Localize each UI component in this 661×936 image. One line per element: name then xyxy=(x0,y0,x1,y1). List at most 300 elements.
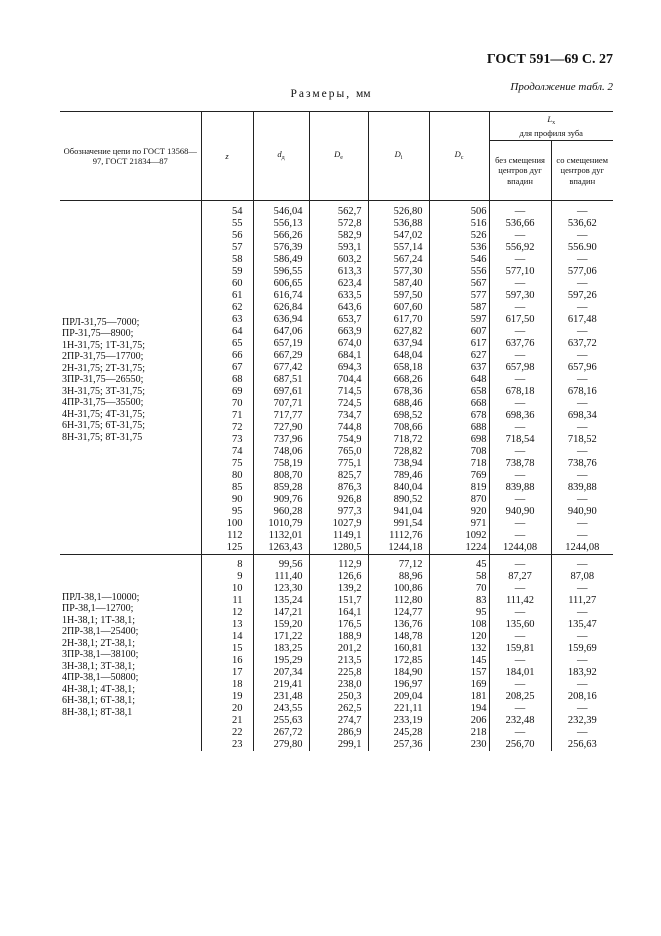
cell-de: 582,9 xyxy=(309,230,368,242)
cell-de: 572,8 xyxy=(309,218,368,230)
cell-de: 704,4 xyxy=(309,374,368,386)
cell-l1: 87,27 xyxy=(489,571,551,583)
l2-header-text: со смещением центров дуг впадин xyxy=(556,155,609,186)
cell-dc: 637 xyxy=(429,362,489,374)
cell-di: 991,54 xyxy=(368,518,429,530)
cell-l1: 718,54 xyxy=(489,434,551,446)
cell-di: 708,66 xyxy=(368,422,429,434)
cell-de: 694,3 xyxy=(309,362,368,374)
cell-di: 88,96 xyxy=(368,571,429,583)
cell-dc: 70 xyxy=(429,583,489,595)
cell-di: 607,60 xyxy=(368,302,429,314)
cell-l2: 718,52 xyxy=(567,434,597,445)
cell-dc: 206 xyxy=(429,715,489,727)
cell-z: 21 xyxy=(201,715,253,727)
cell-z: 70 xyxy=(201,398,253,410)
cell-z: 112 xyxy=(201,530,253,542)
cell-dc: 698 xyxy=(429,434,489,446)
cell-dd: 111,40 xyxy=(253,571,309,583)
cell-l1: 135,60 xyxy=(489,619,551,631)
cell-dd: 279,80 xyxy=(253,739,309,751)
cell-l2: — xyxy=(577,326,588,337)
chain-designation-line: 4Н-38,1; 4Т-38,1; xyxy=(62,683,136,695)
cell-de: 744,8 xyxy=(309,422,368,434)
cell-dc: 688 xyxy=(429,422,489,434)
cell-de: 213,5 xyxy=(309,655,368,667)
cell-l1: — xyxy=(489,326,551,338)
chain-designation-line: 2ПР-38,1—25400; xyxy=(62,626,139,638)
cell-l2: 637,72 xyxy=(567,338,597,349)
cell-z: 22 xyxy=(201,727,253,739)
chain-designation-line: 3ПР-31,75—26550; xyxy=(62,374,144,386)
cell-de: 623,4 xyxy=(309,278,368,290)
cell-de: 286,9 xyxy=(309,727,368,739)
cell-dd: 231,48 xyxy=(253,691,309,703)
lx-header-text: L xyxy=(547,114,553,125)
cell-di: 941,04 xyxy=(368,506,429,518)
cell-de: 176,5 xyxy=(309,619,368,631)
cell-di: 196,97 xyxy=(368,679,429,691)
cell-di: 124,77 xyxy=(368,607,429,619)
chain-designation-cell xyxy=(60,201,201,555)
cell-di: 233,19 xyxy=(368,715,429,727)
cell-z: 19 xyxy=(201,691,253,703)
cell-dc: 556 xyxy=(429,266,489,278)
cell-l2: — xyxy=(577,278,588,289)
cell-dc: 526 xyxy=(429,230,489,242)
cell-z: 90 xyxy=(201,494,253,506)
cell-dc: 45 xyxy=(429,555,489,572)
designation-header-text: Обозначение цепи по ГОСТ 13568—97, ГОСТ 21834—87 xyxy=(63,145,197,166)
cell-z: 23 xyxy=(201,739,253,751)
chain-designation-line: 4Н-31,75; 4Т-31,75; xyxy=(62,408,146,420)
cell-l2: 135,47 xyxy=(567,619,597,630)
cell-di: 112,80 xyxy=(368,595,429,607)
cell-l1: — xyxy=(489,555,551,572)
cell-de: 714,5 xyxy=(309,386,368,398)
cell-dd: 183,25 xyxy=(253,643,309,655)
cell-dc: 1092 xyxy=(429,530,489,542)
cell-l2: 597,26 xyxy=(567,290,597,301)
cell-de: 977,3 xyxy=(309,506,368,518)
chain-designation-line: 2ПР-31,75—17700; xyxy=(62,351,144,363)
cell-dd: 616,74 xyxy=(253,290,309,302)
cell-de: 139,2 xyxy=(309,583,368,595)
cell-dd: 267,72 xyxy=(253,727,309,739)
cell-z: 67 xyxy=(201,362,253,374)
cell-dd: 556,13 xyxy=(253,218,309,230)
cell-dd: 255,63 xyxy=(253,715,309,727)
cell-di: 526,80 xyxy=(368,201,429,219)
de-header xyxy=(309,112,368,201)
cell-dc: 1224 xyxy=(429,542,489,555)
cell-dc: 870 xyxy=(429,494,489,506)
chain-designation-line: 3Н-38,1; 3Т-38,1; xyxy=(62,660,136,672)
cell-z: 85 xyxy=(201,482,253,494)
cell-di: 617,70 xyxy=(368,314,429,326)
l1-header-text: без смещения центров дуг впадин xyxy=(495,155,545,186)
cell-l2: — xyxy=(577,398,588,409)
cell-dc: 920 xyxy=(429,506,489,518)
cell-dc: 971 xyxy=(429,518,489,530)
page-header: ГОСТ 591—69 С. 27 xyxy=(486,52,613,67)
z-header-text: z xyxy=(225,150,229,161)
cell-dd: 243,55 xyxy=(253,703,309,715)
cell-l1: — xyxy=(489,727,551,739)
cell-l2: — xyxy=(577,518,588,529)
cell-l1: 698,36 xyxy=(489,410,551,422)
cell-de: 775,1 xyxy=(309,458,368,470)
cell-l2: 536,62 xyxy=(567,218,597,229)
sprocket-dimensions-table xyxy=(60,111,613,751)
cell-di: 209,04 xyxy=(368,691,429,703)
cell-dd: 1010,79 xyxy=(253,518,309,530)
cell-l2: 1244,08 xyxy=(565,542,600,553)
cell-z: 15 xyxy=(201,643,253,655)
cell-de: 201,2 xyxy=(309,643,368,655)
dc-header xyxy=(429,112,489,201)
chain-designation-line: 6Н-31,75; 6Т-31,75; xyxy=(62,420,146,432)
dd-header-text: d xyxy=(277,149,282,160)
cell-l1: 1244,08 xyxy=(489,542,551,555)
cell-l2: — xyxy=(577,422,588,433)
cell-dc: 536 xyxy=(429,242,489,254)
cell-dd: 566,26 xyxy=(253,230,309,242)
cell-z: 13 xyxy=(201,619,253,631)
cell-dc: 718 xyxy=(429,458,489,470)
cell-dc: 607 xyxy=(429,326,489,338)
cell-dd: 546,04 xyxy=(253,201,309,219)
cell-l1: — xyxy=(489,470,551,482)
cell-l2: — xyxy=(577,446,588,457)
cell-dd: 717,77 xyxy=(253,410,309,422)
cell-dc: 658 xyxy=(429,386,489,398)
cell-de: 126,6 xyxy=(309,571,368,583)
cell-l2: 577,06 xyxy=(567,266,597,277)
cell-l1: 597,30 xyxy=(489,290,551,302)
cell-z: 54 xyxy=(201,201,253,219)
chain-designation-line: ПР-38,1—12700; xyxy=(62,603,134,615)
cell-de: 653,7 xyxy=(309,314,368,326)
cell-di: 77,12 xyxy=(368,555,429,572)
cell-di: 184,90 xyxy=(368,667,429,679)
cell-dd: 606,65 xyxy=(253,278,309,290)
cell-z: 65 xyxy=(201,338,253,350)
cell-z: 69 xyxy=(201,386,253,398)
cell-l2: 556.90 xyxy=(567,242,597,253)
dd-header xyxy=(253,112,309,201)
cell-l2: — xyxy=(577,230,588,241)
cell-l2: 617,48 xyxy=(567,314,597,325)
cell-de: 684,1 xyxy=(309,350,368,362)
cell-di: 738,94 xyxy=(368,458,429,470)
cell-l1: — xyxy=(489,494,551,506)
cell-dd: 207,34 xyxy=(253,667,309,679)
cell-de: 825,7 xyxy=(309,470,368,482)
cell-l1: 738,78 xyxy=(489,458,551,470)
cell-l2: 256,63 xyxy=(567,739,597,750)
cell-dd: 859,28 xyxy=(253,482,309,494)
cell-di: 136,76 xyxy=(368,619,429,631)
cell-l1: 208,25 xyxy=(489,691,551,703)
cell-dd: 960,28 xyxy=(253,506,309,518)
cell-l2: — xyxy=(577,703,588,714)
cell-dd: 737,96 xyxy=(253,434,309,446)
lx-group-label: для профиля зуба xyxy=(519,127,583,138)
cell-di: 221,11 xyxy=(368,703,429,715)
cell-dd: 159,20 xyxy=(253,619,309,631)
designation-header xyxy=(60,112,201,201)
chain-designation-cell xyxy=(60,555,201,752)
l1-header xyxy=(489,141,551,201)
cell-dc: 708 xyxy=(429,446,489,458)
l2-header xyxy=(551,141,613,201)
cell-dc: 157 xyxy=(429,667,489,679)
cell-dc: 648 xyxy=(429,374,489,386)
cell-z: 58 xyxy=(201,254,253,266)
di-header-sub: i xyxy=(400,155,403,162)
cell-di: 637,94 xyxy=(368,338,429,350)
cell-dd: 123,30 xyxy=(253,583,309,595)
cell-dd: 99,56 xyxy=(253,555,309,572)
cell-di: 100,86 xyxy=(368,583,429,595)
cell-l2: 678,16 xyxy=(567,386,597,397)
cell-l2: — xyxy=(551,555,613,572)
de-header-text: D xyxy=(334,149,341,160)
cell-dc: 567 xyxy=(429,278,489,290)
cell-l1: 256,70 xyxy=(489,739,551,751)
cell-z: 16 xyxy=(201,655,253,667)
cell-dc: 516 xyxy=(429,218,489,230)
cell-dd: 596,55 xyxy=(253,266,309,278)
cell-z: 80 xyxy=(201,470,253,482)
cell-z: 71 xyxy=(201,410,253,422)
cell-l1: 232,48 xyxy=(489,715,551,727)
cell-l2: 657,96 xyxy=(567,362,597,373)
cell-l2: — xyxy=(577,727,588,738)
cell-z: 68 xyxy=(201,374,253,386)
cell-dc: 577 xyxy=(429,290,489,302)
table-row xyxy=(60,201,613,219)
cell-di: 668,26 xyxy=(368,374,429,386)
cell-l2: 232,39 xyxy=(567,715,597,726)
cell-dd: 687,51 xyxy=(253,374,309,386)
cell-l1: — xyxy=(489,201,551,219)
cell-de: 593,1 xyxy=(309,242,368,254)
cell-de: 188,9 xyxy=(309,631,368,643)
dimensions-caption xyxy=(0,88,661,100)
cell-dd: 636,94 xyxy=(253,314,309,326)
cell-de: 299,1 xyxy=(309,739,368,751)
cell-di: 890,52 xyxy=(368,494,429,506)
cell-di: 547,02 xyxy=(368,230,429,242)
cell-di: 789,46 xyxy=(368,470,429,482)
cell-z: 9 xyxy=(201,571,253,583)
dc-header-sub: c xyxy=(460,155,464,162)
cell-z: 8 xyxy=(201,555,253,572)
cell-l1: 184,01 xyxy=(489,667,551,679)
cell-l2: 159,69 xyxy=(567,643,597,654)
cell-z: 17 xyxy=(201,667,253,679)
cell-l1: 556,92 xyxy=(489,242,551,254)
cell-de: 225,8 xyxy=(309,667,368,679)
cell-de: 562,7 xyxy=(309,201,368,219)
cell-di: 840,04 xyxy=(368,482,429,494)
cell-di: 536,88 xyxy=(368,218,429,230)
cell-di: 160,81 xyxy=(368,643,429,655)
chain-designation-line: ПР-31,75—8900; xyxy=(62,328,134,340)
cell-l2: 183,92 xyxy=(567,667,597,678)
cell-dd: 909,76 xyxy=(253,494,309,506)
cell-l1: 111,42 xyxy=(489,595,551,607)
cell-de: 876,3 xyxy=(309,482,368,494)
caption-label: Размеры, xyxy=(290,88,352,100)
cell-dc: 58 xyxy=(429,571,489,583)
cell-de: 112,9 xyxy=(309,555,368,572)
cell-l1: — xyxy=(489,518,551,530)
cell-l1: — xyxy=(489,374,551,386)
cell-de: 674,0 xyxy=(309,338,368,350)
cell-l1: — xyxy=(489,230,551,242)
cell-z: 63 xyxy=(201,314,253,326)
cell-di: 567,24 xyxy=(368,254,429,266)
chain-designation-line: 3ПР-38,1—38100; xyxy=(62,649,139,661)
cell-l2: 738,76 xyxy=(567,458,597,469)
cell-l2: 839,88 xyxy=(567,482,597,493)
cell-l2: 698,34 xyxy=(567,410,597,421)
cell-l2: — xyxy=(577,302,588,313)
dd-header-sub: д xyxy=(281,155,285,162)
cell-l2: 208,16 xyxy=(567,691,597,702)
cell-dd: 147,21 xyxy=(253,607,309,619)
cell-z: 11 xyxy=(201,595,253,607)
cell-di: 148,78 xyxy=(368,631,429,643)
cell-l1: 839,88 xyxy=(489,482,551,494)
cell-l2: — xyxy=(577,607,588,618)
cell-de: 603,2 xyxy=(309,254,368,266)
cell-l1: 577,10 xyxy=(489,266,551,278)
cell-z: 10 xyxy=(201,583,253,595)
cell-dd: 135,24 xyxy=(253,595,309,607)
cell-di: 688,46 xyxy=(368,398,429,410)
cell-l2: — xyxy=(577,470,588,481)
cell-l1: — xyxy=(489,655,551,667)
cell-di: 557,14 xyxy=(368,242,429,254)
cell-dd: 727,90 xyxy=(253,422,309,434)
cell-de: 1280,5 xyxy=(309,542,368,555)
cell-z: 20 xyxy=(201,703,253,715)
cell-de: 724,5 xyxy=(309,398,368,410)
chain-designation-line: 8Н-38,1; 8Т-38,1 xyxy=(62,706,133,718)
cell-dc: 194 xyxy=(429,703,489,715)
cell-di: 172,85 xyxy=(368,655,429,667)
chain-designation-line: 1Н-31,75; 1Т-31,75; xyxy=(62,339,146,351)
cell-l1: — xyxy=(489,278,551,290)
cell-dd: 667,29 xyxy=(253,350,309,362)
cell-di: 728,82 xyxy=(368,446,429,458)
table-continuation-note: Продолжение табл. 2 xyxy=(510,81,613,93)
cell-l1: — xyxy=(489,350,551,362)
cell-l1: 940,90 xyxy=(489,506,551,518)
cell-l2: — xyxy=(577,655,588,666)
cell-l2: — xyxy=(577,206,588,217)
cell-dc: 95 xyxy=(429,607,489,619)
cell-dc: 769 xyxy=(429,470,489,482)
cell-l1: — xyxy=(489,703,551,715)
cell-l1: 678,18 xyxy=(489,386,551,398)
cell-z: 75 xyxy=(201,458,253,470)
cell-dc: 181 xyxy=(429,691,489,703)
cell-dc: 145 xyxy=(429,655,489,667)
cell-l2: — xyxy=(577,350,588,361)
cell-dd: 1263,43 xyxy=(253,542,309,555)
cell-dd: 576,39 xyxy=(253,242,309,254)
cell-di: 1112,76 xyxy=(368,530,429,542)
cell-l2: — xyxy=(577,494,588,505)
table-row xyxy=(60,555,613,572)
chain-designation-line: 2Н-38,1; 2Т-38,1; xyxy=(62,637,136,649)
cell-dc: 120 xyxy=(429,631,489,643)
de-header-sub: e xyxy=(340,155,343,162)
cell-de: 633,5 xyxy=(309,290,368,302)
z-header xyxy=(201,112,253,201)
dc-header-text: D xyxy=(454,149,461,160)
cell-z: 18 xyxy=(201,679,253,691)
cell-dd: 647,06 xyxy=(253,326,309,338)
cell-z: 73 xyxy=(201,434,253,446)
cell-dc: 169 xyxy=(429,679,489,691)
cell-de: 1027,9 xyxy=(309,518,368,530)
cell-dd: 677,42 xyxy=(253,362,309,374)
cell-de: 765,0 xyxy=(309,446,368,458)
cell-l2: — xyxy=(577,583,588,594)
cell-di: 658,18 xyxy=(368,362,429,374)
cell-di: 257,36 xyxy=(368,739,429,751)
cell-l2: — xyxy=(577,679,588,690)
cell-de: 262,5 xyxy=(309,703,368,715)
cell-z: 61 xyxy=(201,290,253,302)
cell-dc: 506 xyxy=(429,201,489,219)
lx-header-sub: x xyxy=(552,120,556,127)
cell-di: 587,40 xyxy=(368,278,429,290)
cell-di: 648,04 xyxy=(368,350,429,362)
cell-de: 643,6 xyxy=(309,302,368,314)
cell-dd: 697,61 xyxy=(253,386,309,398)
cell-l2: — xyxy=(577,374,588,385)
cell-l2: — xyxy=(577,530,588,541)
cell-l1: — xyxy=(489,631,551,643)
chain-designation-line: 3Н-31,75; 3Т-31,75; xyxy=(62,385,146,397)
chain-designation-line: ПРЛ-38,1—10000; xyxy=(62,591,140,603)
cell-l1: — xyxy=(489,446,551,458)
cell-de: 926,8 xyxy=(309,494,368,506)
cell-dd: 195,29 xyxy=(253,655,309,667)
cell-di: 678,36 xyxy=(368,386,429,398)
cell-dd: 171,22 xyxy=(253,631,309,643)
cell-di: 577,30 xyxy=(368,266,429,278)
cell-z: 59 xyxy=(201,266,253,278)
cell-dc: 819 xyxy=(429,482,489,494)
cell-de: 250,3 xyxy=(309,691,368,703)
cell-dc: 678 xyxy=(429,410,489,422)
chain-designation-line: 1Н-38,1; 1Т-38,1; xyxy=(62,614,136,626)
cell-z: 125 xyxy=(201,542,253,555)
cell-di: 718,72 xyxy=(368,434,429,446)
cell-l1: — xyxy=(489,398,551,410)
cell-dd: 748,06 xyxy=(253,446,309,458)
cell-de: 164,1 xyxy=(309,607,368,619)
cell-z: 12 xyxy=(201,607,253,619)
